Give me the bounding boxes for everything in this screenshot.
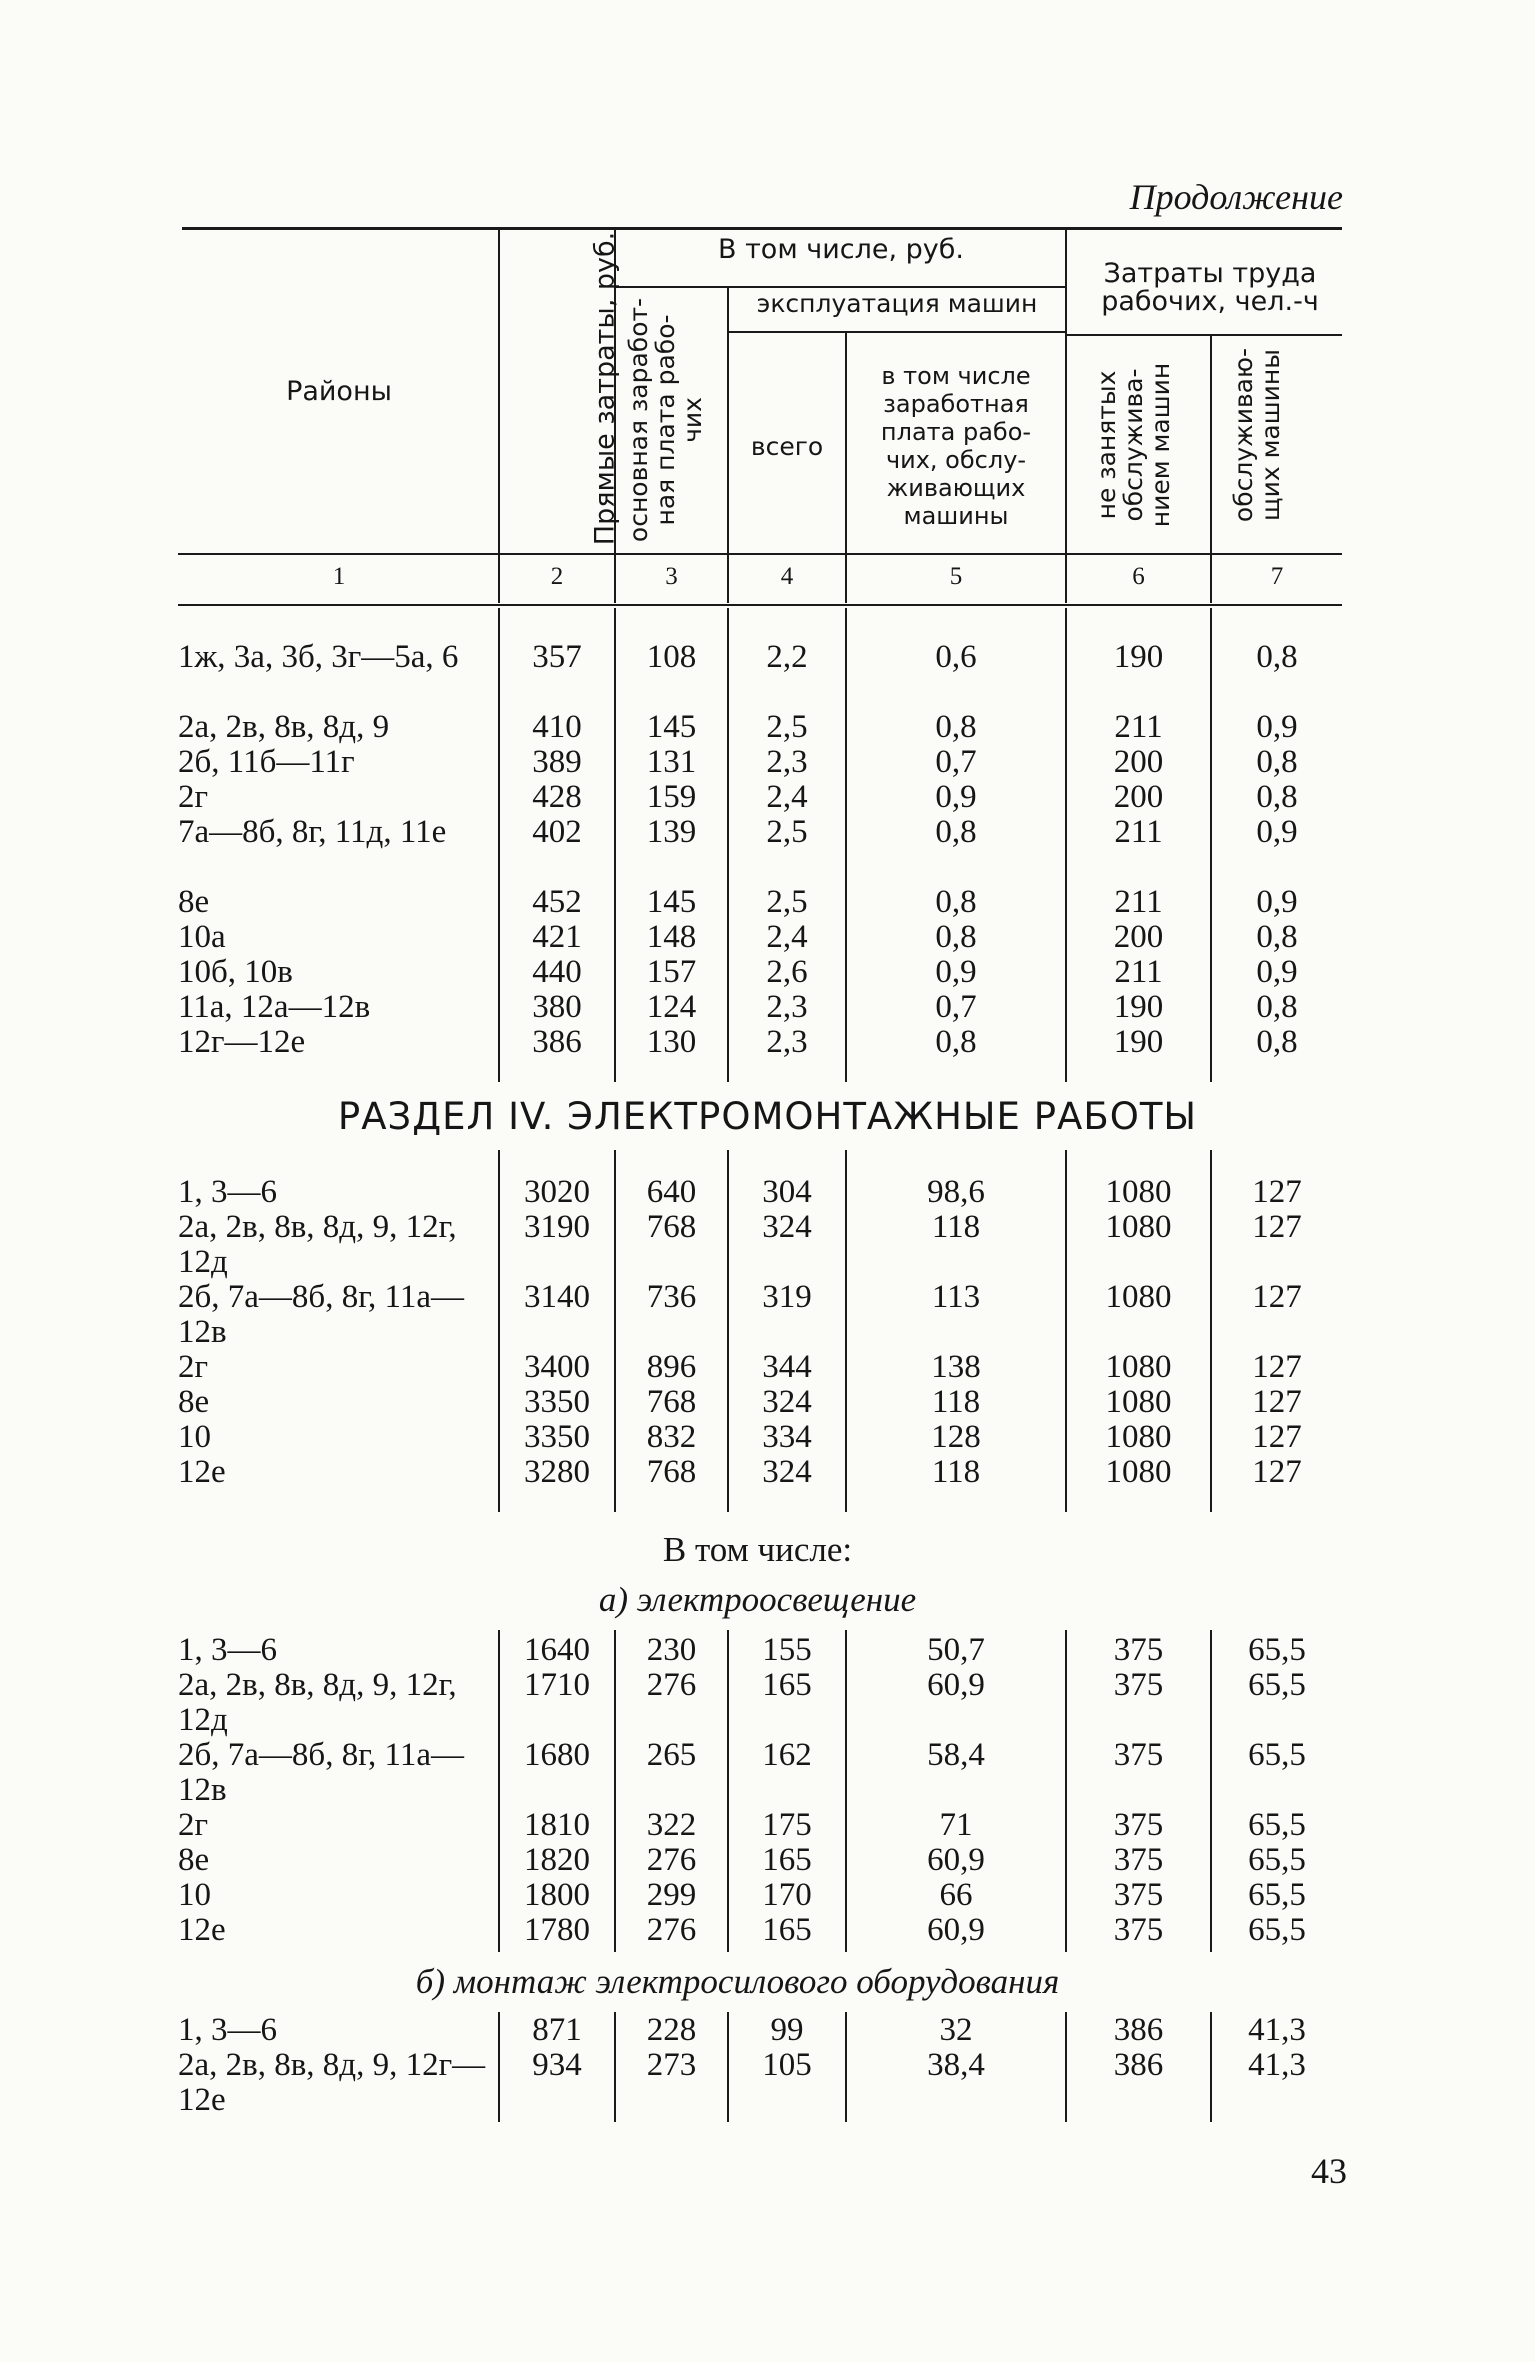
table-cell: 190 (1113, 1024, 1164, 1060)
table-cell: 99 (770, 2012, 804, 2048)
table-cell: 0,8 (935, 884, 977, 920)
row-region-name: 2а, 2в, 8в, 8д, 9, 12г—12е (178, 2047, 486, 2118)
table-cell: 1780 (524, 1912, 590, 1948)
table-cell: 0,8 (935, 709, 977, 745)
table-cell: 211 (1114, 709, 1163, 745)
row-region-name: 11а, 12а—12в (178, 989, 371, 1025)
table-cell: 2,5 (766, 884, 808, 920)
table-cell: 1810 (524, 1807, 590, 1843)
col-number-4: 4 (780, 563, 794, 590)
row-region-name: 2б, 11б—11г (178, 744, 355, 780)
table-cell: 131 (646, 744, 697, 780)
table-cell: 386 (532, 1024, 582, 1060)
row-region-name: 10 (178, 1419, 211, 1455)
table-cell: 124 (646, 989, 697, 1025)
header-machine-workers: обслуживаю- щих машины (1229, 347, 1285, 523)
table-cell: 1080 (1105, 1174, 1172, 1210)
table-cell: 118 (931, 1384, 981, 1420)
table-cell: 65,5 (1248, 1667, 1306, 1703)
table-cell: 375 (1113, 1632, 1164, 1668)
table-cell: 170 (762, 1877, 812, 1913)
row-region-name: 7а—8б, 8г, 11д, 11е (178, 814, 447, 850)
table-cell: 0,8 (1256, 639, 1298, 675)
table-cell: 58,4 (927, 1737, 985, 1773)
table-cell: 65,5 (1248, 1842, 1306, 1878)
col-number-2: 2 (550, 563, 564, 590)
table-cell: 389 (532, 744, 582, 780)
table-cell: 2,5 (766, 709, 808, 745)
header-group-machines: эксплуатация машин (756, 289, 1038, 318)
section-4-title: РАЗДЕЛ IV. ЭЛЕКТРОМОНТАЖНЫЕ РАБОТЫ (337, 1095, 1198, 1138)
table-cell: 375 (1113, 1667, 1164, 1703)
table-cell: 1080 (1105, 1454, 1172, 1490)
table-cell: 0,9 (1256, 814, 1298, 850)
header-total: всего (750, 432, 824, 461)
table-cell: 324 (762, 1384, 812, 1420)
table-cell: 375 (1113, 1842, 1164, 1878)
table-cell: 3020 (524, 1174, 590, 1210)
table-cell: 3190 (524, 1209, 590, 1245)
table-cell: 1680 (524, 1737, 590, 1773)
table-cell: 32 (939, 2012, 973, 2048)
table-cell: 38,4 (927, 2047, 985, 2083)
table-cell: 2,2 (766, 639, 808, 675)
table-cell: 3350 (524, 1419, 590, 1455)
table-cell: 165 (762, 1842, 812, 1878)
row-region-name: 12е (178, 1912, 226, 1948)
table-cell: 402 (532, 814, 582, 850)
table-cell: 0,8 (1256, 779, 1298, 815)
table-cell: 440 (532, 954, 582, 990)
table-cell: 0,9 (1256, 954, 1298, 990)
table-cell: 324 (762, 1209, 812, 1245)
table-cell: 0,8 (1256, 1024, 1298, 1060)
table-cell: 276 (646, 1912, 697, 1948)
table-cell: 768 (646, 1384, 697, 1420)
table-cell: 0,8 (1256, 744, 1298, 780)
table-cell: 276 (646, 1842, 697, 1878)
page-number: 43 (1311, 2151, 1347, 2191)
table-cell: 175 (762, 1807, 812, 1843)
table-cell: 0,8 (935, 814, 977, 850)
header-vline-1 (498, 229, 500, 603)
table-cell: 41,3 (1248, 2047, 1306, 2083)
table-cell: 138 (931, 1349, 981, 1385)
table-cell: 190 (1113, 989, 1164, 1025)
table-cell: 0,8 (1256, 919, 1298, 955)
table-cell: 299 (646, 1877, 697, 1913)
table-cell: 157 (646, 954, 697, 990)
table-cell: 41,3 (1248, 2012, 1306, 2048)
table-cell: 60,9 (927, 1912, 985, 1948)
table-cell: 0,9 (935, 954, 977, 990)
table-cell: 2,4 (766, 779, 808, 815)
row-region-name: 10б, 10в (178, 954, 293, 990)
table-cell: 200 (1113, 744, 1164, 780)
table-cell: 322 (646, 1807, 697, 1843)
row-region-name: 2г (178, 1807, 209, 1843)
table-cell: 145 (646, 884, 697, 920)
table-cell: 1080 (1105, 1209, 1172, 1245)
table-cell: 98,6 (927, 1174, 985, 1210)
table-cell: 2,5 (766, 814, 808, 850)
table-cell: 165 (762, 1912, 812, 1948)
table-cell: 165 (762, 1667, 812, 1703)
table-cell: 148 (646, 919, 697, 955)
header-regions: Районы (286, 376, 392, 407)
table-cell: 159 (646, 779, 697, 815)
including-label: В том числе: (662, 1530, 853, 1569)
table-cell: 3140 (524, 1279, 590, 1315)
table-cell: 50,7 (927, 1632, 985, 1668)
table-cell: 230 (646, 1632, 697, 1668)
table-cell: 139 (646, 814, 697, 850)
header-vline-5 (1065, 229, 1067, 603)
subsection-b-title: б) монтаж электросилового оборудования (415, 1962, 1060, 2001)
header-base-wage: основная заработ- ная плата рабо- чих (624, 297, 707, 543)
table-cell: 60,9 (927, 1667, 985, 1703)
table-cell: 0,9 (935, 779, 977, 815)
table-cell: 0,6 (935, 639, 977, 675)
table-cell: 896 (646, 1349, 697, 1385)
table-cell: 190 (1113, 639, 1164, 675)
table-cell: 276 (646, 1667, 697, 1703)
table-cell: 145 (646, 709, 697, 745)
table-cell: 410 (532, 709, 582, 745)
table-cell: 0,7 (935, 744, 977, 780)
table-cell: 3280 (524, 1454, 590, 1490)
table-cell: 871 (532, 2012, 582, 2048)
table-cell: 375 (1113, 1912, 1164, 1948)
table-cell: 375 (1113, 1877, 1164, 1913)
table-cell: 155 (762, 1632, 812, 1668)
table-cell: 1080 (1105, 1279, 1172, 1315)
colnum-bottom-rule (178, 604, 1342, 606)
subsection-a-title: а) электроосвещение (598, 1580, 917, 1619)
table-cell: 1080 (1105, 1419, 1172, 1455)
table-cell: 324 (762, 1454, 812, 1490)
row-region-name: 2а, 2в, 8в, 8д, 9, 12г, 12д (178, 1209, 457, 1280)
row-region-name: 8е (178, 884, 210, 920)
table-cell: 127 (1252, 1454, 1302, 1490)
table-cell: 1080 (1105, 1384, 1172, 1420)
table-cell: 118 (931, 1454, 981, 1490)
header-group-labor: Затраты труда рабочих, чел.-ч (1101, 258, 1319, 317)
table-cell: 640 (646, 1174, 697, 1210)
row-region-name: 1, 3—6 (178, 1632, 277, 1668)
row-region-name: 2б, 7а—8б, 8г, 11а—12в (178, 1737, 464, 1808)
table-cell: 344 (762, 1349, 812, 1385)
table-cell: 128 (931, 1419, 981, 1455)
table-cell: 3400 (524, 1349, 590, 1385)
table-cell: 768 (646, 1209, 697, 1245)
table-cell: 380 (532, 989, 582, 1025)
table-cell: 211 (1114, 814, 1163, 850)
continuation-label: Продолжение (1129, 177, 1343, 217)
table-cell: 265 (646, 1737, 697, 1773)
row-region-name: 2г (178, 1349, 209, 1385)
row-region-name: 1, 3—6 (178, 1174, 277, 1210)
table-cell: 768 (646, 1454, 697, 1490)
table-cell: 1640 (524, 1632, 590, 1668)
header-sub-rule (727, 331, 1065, 333)
table-cell: 127 (1252, 1349, 1302, 1385)
table-cell: 60,9 (927, 1842, 985, 1878)
table-cell: 0,8 (935, 919, 977, 955)
table-cell: 375 (1113, 1807, 1164, 1843)
table-cell: 319 (762, 1279, 812, 1315)
col-number-6: 6 (1132, 563, 1145, 590)
table-cell: 2,3 (766, 989, 808, 1025)
table-cell: 113 (931, 1279, 981, 1315)
table-cell: 127 (1252, 1174, 1302, 1210)
row-region-name: 1, 3—6 (178, 2012, 277, 2048)
table-cell: 934 (532, 2047, 582, 2083)
row-region-name: 1ж, 3а, 3б, 3г—5а, 6 (178, 639, 459, 675)
table-cell: 0,9 (1256, 884, 1298, 920)
table-cell: 2,6 (766, 954, 808, 990)
table-cell: 211 (1114, 954, 1163, 990)
header-group-rub: В том числе, руб. (717, 234, 965, 265)
table-cell: 66 (939, 1877, 973, 1913)
table-cell: 357 (532, 639, 582, 675)
table-cell: 0,8 (1256, 989, 1298, 1025)
table-cell: 2,3 (766, 1024, 808, 1060)
table-cell: 65,5 (1248, 1877, 1306, 1913)
table-cell: 127 (1252, 1384, 1302, 1420)
col-number-5: 5 (949, 563, 963, 590)
table-cell: 1820 (524, 1842, 590, 1878)
table-cell: 421 (532, 919, 582, 955)
table-cell: 65,5 (1248, 1632, 1306, 1668)
table-cell: 105 (762, 2047, 812, 2083)
table-cell: 200 (1113, 779, 1164, 815)
table-cell: 1800 (524, 1877, 590, 1913)
table-cell: 0,9 (1256, 709, 1298, 745)
table-cell: 2,3 (766, 744, 808, 780)
header-machine-wage: в том числе заработная плата рабо-чих, обслу-живающих машины (880, 362, 1032, 530)
row-region-name: 8е (178, 1384, 210, 1420)
table-cell: 108 (646, 639, 697, 675)
table-cell: 1710 (524, 1667, 590, 1703)
header-direct-costs: Прямые затраты, руб. (589, 231, 621, 546)
row-region-name: 12г—12е (178, 1024, 306, 1060)
row-region-name: 2г (178, 779, 209, 815)
table-cell: 127 (1252, 1209, 1302, 1245)
row-region-name: 2а, 2в, 8в, 8д, 9 (178, 709, 390, 745)
row-region-name: 12е (178, 1454, 226, 1490)
table-cell: 334 (762, 1419, 812, 1455)
table-cell: 386 (1113, 2047, 1164, 2083)
col-number-1: 1 (332, 563, 346, 590)
table-cell: 375 (1113, 1737, 1164, 1773)
row-region-name: 10а (178, 919, 226, 955)
table-cell: 228 (646, 2012, 697, 2048)
table-cell: 832 (646, 1419, 697, 1455)
table-cell: 3350 (524, 1384, 590, 1420)
header-not-machine-workers: не занятых обслужива- нием машин (1092, 362, 1175, 528)
table-cell: 2,4 (766, 919, 808, 955)
table-cell: 386 (1113, 2012, 1164, 2048)
table-cell: 1080 (1105, 1349, 1172, 1385)
table-cell: 127 (1252, 1279, 1302, 1315)
table-cell: 0,7 (935, 989, 977, 1025)
table-cell: 65,5 (1248, 1912, 1306, 1948)
table-cell: 65,5 (1248, 1737, 1306, 1773)
row-region-name: 8е (178, 1842, 210, 1878)
table-cell: 162 (762, 1737, 812, 1773)
table-cell: 304 (762, 1174, 812, 1210)
col-number-7: 7 (1270, 563, 1284, 590)
table-cell: 736 (646, 1279, 697, 1315)
table-cell: 273 (646, 2047, 697, 2083)
table-cell: 428 (532, 779, 582, 815)
table-cell: 452 (532, 884, 582, 920)
col-number-3: 3 (665, 563, 678, 590)
table-cell: 200 (1113, 919, 1164, 955)
table-cell: 127 (1252, 1419, 1302, 1455)
row-region-name: 2а, 2в, 8в, 8д, 9, 12г, 12д (178, 1667, 457, 1738)
row-region-name: 10 (178, 1877, 211, 1913)
table-cell: 0,8 (935, 1024, 977, 1060)
table-cell: 130 (646, 1024, 697, 1060)
header-top-rule (182, 227, 1342, 230)
table-cell: 71 (939, 1807, 973, 1843)
row-region-name: 2б, 7а—8б, 8г, 11а—12в (178, 1279, 464, 1350)
table-cell: 65,5 (1248, 1807, 1306, 1843)
table-cell: 211 (1114, 884, 1163, 920)
table-cell: 118 (931, 1209, 981, 1245)
